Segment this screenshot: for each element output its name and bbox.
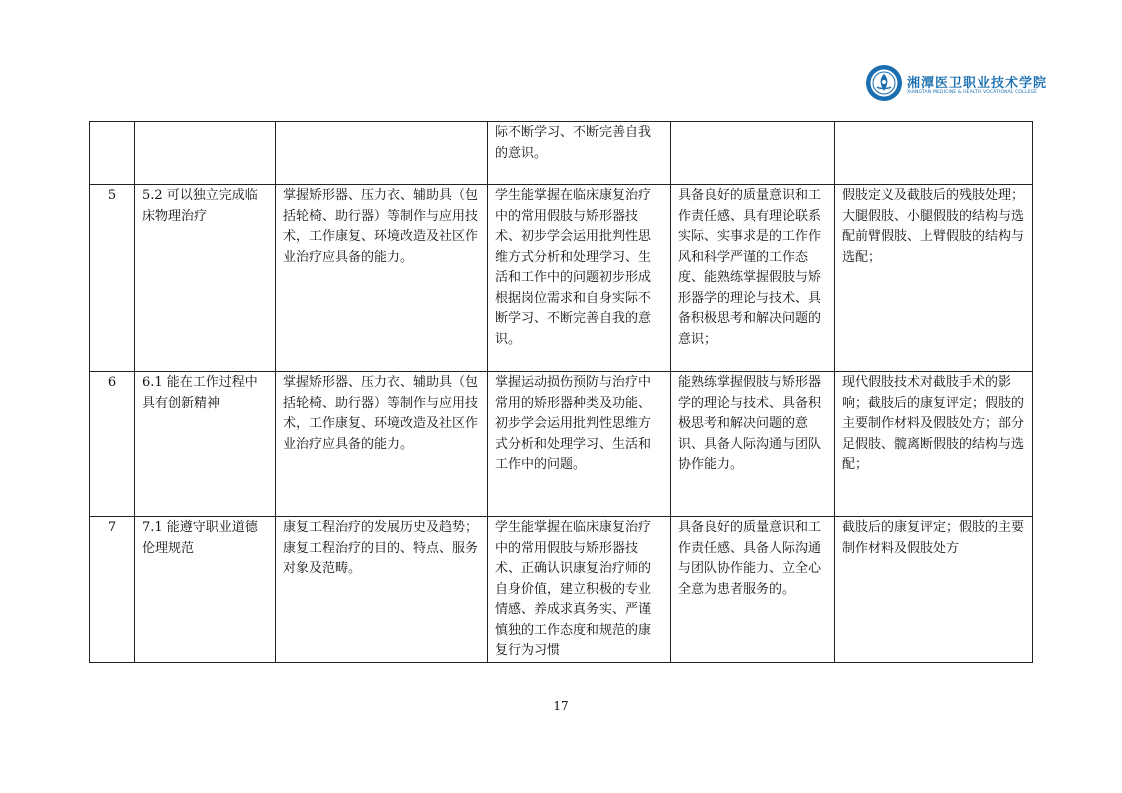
knowledge-cell [276, 122, 488, 185]
course-objectives-table [89, 121, 1033, 663]
content-cell: 截肢后的康复评定；假肢的主要制作材料及假肢处方 [835, 517, 1033, 663]
college-seal-icon [865, 64, 903, 102]
knowledge-cell: 掌握矫形器、压力衣、辅助具（包括轮椅、助行器）等制作与应用技术，工作康复、环境改造及社区作业治疗应具备的能力。 [276, 372, 488, 517]
knowledge-cell: 掌握矫形器、压力衣、辅助具（包括轮椅、助行器）等制作与应用技术，工作康复、环境改造及社区作业治疗应具备的能力。 [276, 185, 488, 372]
content-cell [835, 122, 1033, 185]
ability-cell: 学生能掌握在临床康复治疗中的常用假肢与矫形器技术、正确认识康复治疗师的自身价值，建立积极的专业情感、养成求真务实、严谨慎独的工作态度和规范的康复行为习惯 [488, 517, 671, 663]
row-number: 6 [90, 372, 135, 517]
quality-cell: 具备良好的质量意识和工作责任感、具有理论联系实际、实事求是的工作作风和科学严谨的工作态度、能熟练掌握假肢与矫形器学的理论与技术、具备积极思考和解决问题的意识； [671, 185, 835, 372]
row-number: 7 [90, 517, 135, 663]
row-number [90, 122, 135, 185]
objective-cell: 6.1 能在工作过程中具有创新精神 [135, 372, 276, 517]
content-cell: 假肢定义及截肢后的残肢处理；大腿假肢、小腿假肢的结构与选配前臂假肢、上臂假肢的结构与选配； [835, 185, 1033, 372]
ability-cell: 掌握运动损伤预防与治疗中常用的矫形器种类及功能、初步学会运用批判性思维方式分析和处理学习、生活和工作中的问题。 [488, 372, 671, 517]
table-row [90, 372, 1033, 517]
table-row [90, 185, 1033, 372]
page-number: 17 [553, 699, 569, 713]
college-logo [865, 64, 1048, 104]
quality-cell [671, 122, 835, 185]
college-name-en: XIANGTAN MEDICINE & HEALTH VOCATIONAL COLLEGE [907, 90, 1038, 95]
table-row [90, 122, 1033, 185]
knowledge-cell: 康复工程治疗的发展历史及趋势；康复工程治疗的目的、特点、服务对象及范畴。 [276, 517, 488, 663]
objective-cell: 7.1 能遵守职业道德伦理规范 [135, 517, 276, 663]
ability-cell: 学生能掌握在临床康复治疗中的常用假肢与矫形器技术、初步学会运用批判性思维方式分析和处理学习、生活和工作中的问题初步形成根据岗位需求和自身实际不断学习、不断完善自我的意识。 [488, 185, 671, 372]
ability-cell: 际不断学习、不断完善自我的意识。 [488, 122, 671, 185]
objective-cell: 5.2 可以独立完成临床物理治疗 [135, 185, 276, 372]
college-name: 湘潭医卫职业技术学院 [907, 76, 1048, 91]
content-cell: 现代假肢技术对截肢手术的影响；截肢后的康复评定；假肢的主要制作材料及假肢处方；部分足假肢、髋离断假肢的结构与选配； [835, 372, 1033, 517]
table-row [90, 517, 1033, 663]
objective-cell [135, 122, 276, 185]
row-number: 5 [90, 185, 135, 372]
quality-cell: 能熟练掌握假肢与矫形器学的理论与技术、具备积极思考和解决问题的意识、具备人际沟通与团队协作能力。 [671, 372, 835, 517]
quality-cell: 具备良好的质量意识和工作责任感、具备人际沟通与团队协作能力、立全心全意为患者服务的。 [671, 517, 835, 663]
